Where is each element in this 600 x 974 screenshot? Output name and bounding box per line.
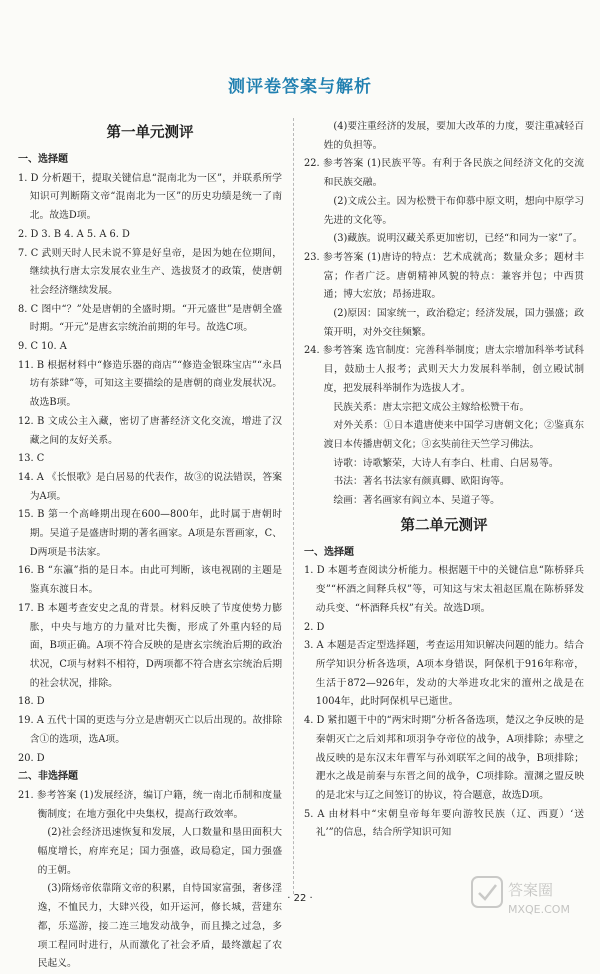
page-number: · 22 ·: [287, 893, 313, 904]
answer-item: 15. B 第一个高峰期出现在600—800年，此时属于唐朝时期。吴道子是盛唐时期的著名画家。A项是东晋画家，C、D两项是书法家。: [18, 509, 282, 558]
answer-item: 18. D: [18, 696, 45, 708]
answer-item: 5. A 由材料中“宋朝皇帝每年要向游牧民族（辽、西夏）‘送礼’”的信息，结合所学知识可知: [304, 808, 584, 839]
answer-paragraph: (3)藏族。说明汉藏关系更加密切，已经“和同为一家”了。: [333, 233, 583, 245]
answer-item: 11. B 根据材料中“修造乐器的商店”“修造金银珠宝店”“永昌坊有茶肆”等，可知这主要描绘的是唐朝的商业发展状况。故选B项。: [18, 359, 282, 409]
unit1-section-choice: 一、选择题: [18, 154, 68, 165]
svg-text:答案圈: 答案圈: [508, 881, 554, 899]
answer-item: 13. C: [18, 453, 45, 465]
column-divider: [293, 118, 294, 894]
answer-paragraph: 绘画：著名画家有阎立本、吴道子等。: [333, 495, 500, 507]
unit1-section-nonchoice: 二、非选择题: [18, 771, 78, 783]
watermark-logo-icon: [470, 871, 588, 919]
answer-item: 9. C 10. A: [18, 341, 67, 353]
left-column: [18, 118, 282, 974]
unit1-title: 第一单元测评: [106, 125, 194, 141]
answer-item: 19. A 五代十国的更迭与分立是唐朝灭亡以后出现的。故排除含①的选项，选A项。: [18, 715, 283, 745]
answer-item: 24. 参考答案 选官制度：完善科举制度；唐太宗增加科举考试科目，鼓励士人报考；武则天大力发展科举制，创立殿试制度，把发展科举制作为选拔人才。: [304, 345, 584, 394]
answer-paragraph: 书法：著名书法家有颜真卿、欧阳询等。: [333, 476, 510, 488]
unit2-section-choice: 一、选择题: [304, 546, 354, 558]
answer-item: 1. D 分析题干，提取关键信息“混南北为一区”，并联系所学知识可判断隋文帝“混南北为一区”的历史功绩是统一了南北。故选D项。: [18, 172, 282, 222]
answer-item: 2. D 3. B 4. A 5. A 6. D: [18, 228, 130, 240]
answer-item: 14. A 《长恨歌》是白居易的代表作，故③的说法错误，答案为A项。: [18, 471, 283, 502]
answer-item: 17. B 本题考查安史之乱的背景。材料反映了节度使势力膨胀，中央与地方的力量对比失衡，形成了外重内轻的局面，B项正确。A项不符合反映的是唐玄宗统治后期的政治状况，C项与材料不相符，D两项都不符合唐玄宗统治后期的社会状况，排除。: [18, 602, 282, 689]
answer-item: 23. 参考答案 (1)唐诗的特点：艺术成就高；数量众多；题材丰富；作者广泛。唐朝精神风貌的特点：兼容并包；中西贯通；博大宏放；昂扬进取。: [304, 251, 584, 301]
answer-paragraph: (3)隋炀帝依靠隋文帝的积累，自恃国家富强，奢侈淫逸，不恤民力，大肆兴役，如开运河，修长城，营建东都，乐巡游，接二连三地发动战争，而且操之过急，多项工程同时进行，从而激化了社会矛盾，最终激起了农民起义。: [37, 883, 282, 970]
answer-item: 22. 参考答案 (1)民族平等。有利于各民族之间经济文化的交流和民族交融。: [304, 158, 584, 189]
answer-paragraph: (2)社会经济迅速恢复和发展，人口数量和垦田面积大幅度增长，府库充足；国力强盛，政局稳定，国力强盛的王朝。: [37, 827, 282, 876]
answer-paragraph: (2)文成公主。因为松赞干布仰慕中原文明，想向中原学习先进的文化等。: [323, 195, 584, 226]
unit2-title: 第二单元测评: [400, 517, 488, 534]
svg-text:MXQE.COM: MXQE.COM: [508, 903, 570, 916]
answer-paragraph: (2)原因：国家统一，政治稳定；经济发展，国力强盛；政策开明，对外交往频繁。: [323, 308, 584, 338]
answer-paragraph: (4)要注重经济的发展，要加大改革的力度，要注重减轻百姓的负担等。: [323, 121, 584, 151]
answer-item: 8. C 图中“？”处是唐朝的全盛时期。“开元盛世”是唐朝全盛时期。“开元”是唐玄宗统治前期的年号。故选C项。: [18, 303, 282, 334]
answer-paragraph: 对外关系：①日本遣唐使来中国学习唐朝文化；②鉴真东渡日本传播唐朝文化；③玄奘前往天竺学习佛法。: [323, 420, 584, 450]
answer-item: 20. D: [18, 752, 45, 764]
answer-item: 16. B “东瀛”指的是日本。由此可判断，该电视剧的主题是鉴真东渡日本。: [18, 565, 282, 596]
answer-item: 3. A 本题是否定型选择题，考查运用知识解决问题的能力。结合所学知识分析各选项，A项本身错误，阿保机于916年称帝，生活于872—926年，发动的大举进攻北宋的澶州之战是在1004年，此时阿保机早已逝世。: [304, 640, 584, 708]
page-title: 测评卷答案与解析: [228, 77, 372, 97]
answer-item: 4. D 紧扣题干中的“两宋时期”分析各备选项，楚汉之争反映的是秦朝灭亡之后刘邦和项羽争夺帝位的战争，A项排除；赤壁之战反映的是东汉末年曹军与孙刘联军之间的战争，B项排除；淝水之战是前秦与东晋之间的战争，C项排除。澶渊之盟反映的是北宋与辽之间签订的协议，符合题意，故选D项。: [304, 715, 584, 801]
answer-paragraph: 民族关系：唐太宗把文成公主嫁给松赞干布。: [333, 401, 530, 413]
answer-item: 1. D 本题考查阅读分析能力。根据题干中的关键信息“陈桥驿兵变”“杯酒之间释兵权”等，可知这与宋太祖赵匡胤在陈桥驿发动兵变、“杯酒释兵权”有关。故选D项。: [304, 565, 584, 614]
answer-paragraph: 诗歌：诗歌繁荣，大诗人有李白、杜甫、白居易等。: [333, 457, 559, 469]
answer-item: 2. D: [304, 621, 325, 633]
answer-item: 12. B 文成公主入藏，密切了唐蕃经济文化交流，增进了汉藏之间的友好关系。: [18, 415, 282, 446]
right-column: [304, 118, 584, 843]
answer-item: 7. C 武则天时人民未说不算是好皇帝，是因为她在位期间，继续执行唐太宗发展农业生产、选拔贤才的政策，使唐朝社会经济继续发展。: [18, 247, 282, 296]
answer-item: 21. 参考答案 (1)发展经济，编订户籍，统一南北币制和度量衡制度；在地方强化中央集权，提高行政效率。: [18, 789, 282, 820]
